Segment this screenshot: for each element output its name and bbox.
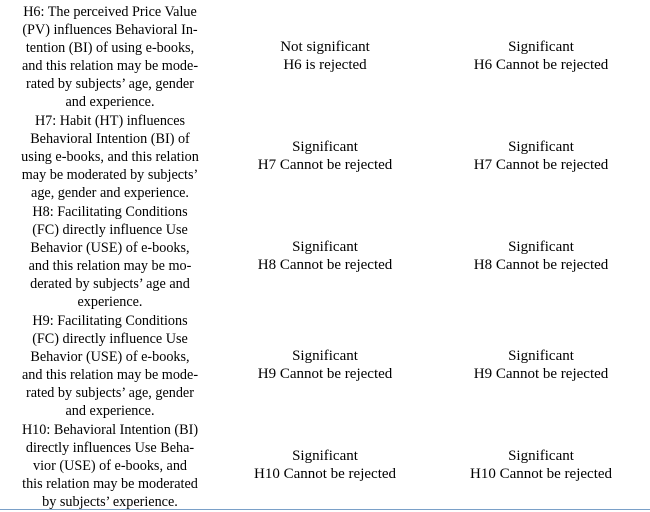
result-cell-b-h9 xyxy=(436,347,646,383)
result-status: Significant xyxy=(292,448,358,464)
result-status: Significant xyxy=(292,139,358,155)
result-decision: H6 Cannot be rejected xyxy=(473,57,609,73)
result-decision: H9 Cannot be rejected xyxy=(257,366,393,382)
table-bottom-rule xyxy=(0,509,650,510)
result-cell-b-h8 xyxy=(436,238,646,274)
result-decision: H8 Cannot be rejected xyxy=(473,257,609,273)
hypothesis-line: derated by subjects’ age and xyxy=(30,276,190,293)
hypothesis-line: by subjects’ experience. xyxy=(42,494,178,511)
hypothesis-line: Behavior (USE) of e-books, xyxy=(30,240,190,257)
result-decision: H10 Cannot be rejected xyxy=(253,466,397,482)
hypothesis-text-h7 xyxy=(2,112,218,202)
hypothesis-line: using e-books, and this relation xyxy=(21,149,199,166)
result-decision: H10 Cannot be rejected xyxy=(469,466,613,482)
hypothesis-line: (FC) directly influence Use xyxy=(32,222,188,239)
result-cell-a-h10 xyxy=(222,447,428,483)
hypothesis-line: and this relation may be mode- xyxy=(21,58,199,75)
hypothesis-line: and this relation may be mode- xyxy=(21,367,199,384)
hypothesis-line: tention (BI) of using e-books, xyxy=(25,40,195,57)
hypothesis-line: H6: The perceived Price Value xyxy=(23,4,197,20)
hypothesis-text-h9 xyxy=(2,312,218,421)
hypothesis-line: rated by subjects’ age, gender xyxy=(26,76,194,93)
hypothesis-line: (PV) influences Behavioral In- xyxy=(22,22,198,39)
result-status: Significant xyxy=(508,139,574,155)
result-cell-b-h10 xyxy=(436,447,646,483)
hypothesis-line: and experience. xyxy=(65,403,155,420)
hypothesis-line: age, gender and experience. xyxy=(31,185,189,202)
hypothesis-line: H7: Habit (HT) influences xyxy=(34,113,186,129)
result-status: Significant xyxy=(508,39,574,55)
hypothesis-line: H8: Facilitating Conditions xyxy=(32,204,188,220)
hypothesis-line: directly influences Use Beha- xyxy=(25,440,195,457)
hypothesis-line: H9: Facilitating Conditions xyxy=(32,313,188,329)
hypothesis-line: may be moderated by subjects’ xyxy=(21,167,199,184)
result-cell-a-h8 xyxy=(222,238,428,274)
result-status: Significant xyxy=(508,239,574,255)
result-cell-b-h7 xyxy=(436,138,646,174)
result-status: Significant xyxy=(508,348,574,364)
result-decision: H7 Cannot be rejected xyxy=(473,157,609,173)
hypothesis-line: rated by subjects’ age, gender xyxy=(26,385,194,402)
hypothesis-line: Behavioral Intention (BI) of xyxy=(30,131,190,148)
hypothesis-text-h10 xyxy=(2,421,218,511)
result-decision: H8 Cannot be rejected xyxy=(257,257,393,273)
hypothesis-line: this relation may be moderated xyxy=(22,476,198,493)
result-status: Significant xyxy=(292,239,358,255)
result-status: Significant xyxy=(292,348,358,364)
result-status: Significant xyxy=(508,448,574,464)
hypothesis-line: vior (USE) of e-books, and xyxy=(32,458,188,475)
result-cell-a-h9 xyxy=(222,347,428,383)
hypothesis-text-h6 xyxy=(2,3,218,112)
result-decision: H9 Cannot be rejected xyxy=(473,366,609,382)
hypothesis-line: (FC) directly influence Use xyxy=(32,331,188,348)
hypothesis-line: and experience. xyxy=(65,94,155,111)
hypothesis-line: H10: Behavioral Intention (BI) xyxy=(21,422,199,438)
result-decision: H6 is rejected xyxy=(283,57,367,73)
hypothesis-line: experience. xyxy=(77,294,143,311)
result-cell-a-h7 xyxy=(222,138,428,174)
result-cell-a-h6 xyxy=(222,38,428,74)
hypothesis-text-h8 xyxy=(2,203,218,312)
result-status: Not significant xyxy=(280,39,370,55)
hypothesis-line: and this relation may be mo- xyxy=(28,258,192,275)
hypothesis-line: Behavior (USE) of e-books, xyxy=(30,349,190,366)
result-decision: H7 Cannot be rejected xyxy=(257,157,393,173)
result-cell-b-h6 xyxy=(436,38,646,74)
